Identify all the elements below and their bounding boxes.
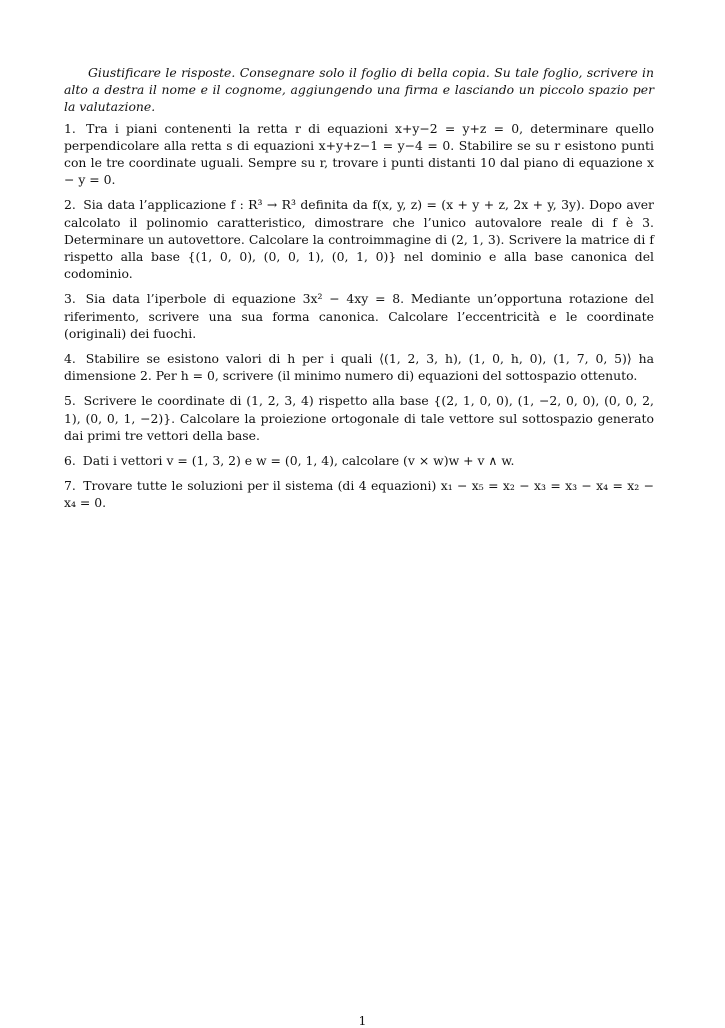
exercise-1 xyxy=(64,120,654,189)
exercise-text: Sia data l’applicazione f : R³ → R³ definita da f(x, y, z) = (x + y + z, 2x + y, 3y). Dopo aver calcolato il polinomio caratteristico, dimostrare che l’unico autovalore reale di f è 3. Determinare un autovettore. Calcolare la controimmagine di (2, 1, 3). Scrivere la matrice di f rispetto alla base {(1, 0, 0), (0, 0, 1), (0, 1, 0)} nel dominio e alla base canonica del codominio. xyxy=(64,197,654,282)
exercise-2 xyxy=(64,196,654,282)
exercise-5 xyxy=(64,392,654,444)
exam-sheet xyxy=(64,64,654,520)
exercise-number: 2. xyxy=(64,197,76,213)
exercise-7 xyxy=(64,477,654,511)
exercise-6 xyxy=(64,452,654,469)
instructions: Giustificare le risposte. Consegnare solo il foglio di bella copia. Su tale foglio, scrivere in alto a destra il nome e il cognome, aggiungendo una firma e lasciando un piccolo spazio per la valutazione. xyxy=(64,65,654,115)
exercise-number: 7. xyxy=(64,478,76,494)
exercise-number: 4. xyxy=(64,351,76,367)
exercise-4 xyxy=(64,350,654,384)
exercise-text: Dati i vettori v = (1, 3, 2) e w = (0, 1, 4), calcolare (v × w)w + v ∧ w. xyxy=(82,453,515,469)
exercise-text: Sia data l’iperbole di equazione 3x² − 4xy = 8. Mediante un’opportuna rotazione del riferimento, scrivere una sua forma canonica. Calcolare l’eccentricità e le coordinate (originali) dei fuochi. xyxy=(64,291,654,341)
exercise-text: Trovare tutte le soluzioni per il sistema (di 4 equazioni) x₁ − x₅ = x₂ − x₃ = x₃ − x₄ = x₂ − x₄ = 0. xyxy=(64,478,654,511)
page-number: 1 xyxy=(358,1013,367,1028)
exercise-text: Tra i piani contenenti la retta r di equazioni x+y−2 = y+z = 0, determinare quello perpendicolare alla retta s di equazioni x+y+z−1 = y−4 = 0. Stabilire se su r esistono punti con le tre coordinate uguali. Sempre su r, trovare i punti distanti 10 dal piano di equazione x − y = 0. xyxy=(64,120,654,188)
exercise-3 xyxy=(64,290,654,342)
exercise-number: 1. xyxy=(64,120,76,136)
exercise-number: 5. xyxy=(64,393,76,409)
exercise-number: 6. xyxy=(64,453,76,469)
exercise-text: Scrivere le coordinate di (1, 2, 3, 4) rispetto alla base {(2, 1, 0, 0), (1, −2, 0, 0), (0, 0, 2, 1), (0, 0, 1, −2)}. Calcolare la proiezione ortogonale di tale vettore sul sottospazio generato dai primi tre vettori della base. xyxy=(64,393,654,443)
exercise-text: Stabilire se esistono valori di h per i quali ⟨(1, 2, 3, h), (1, 0, h, 0), (1, 7, 0, 5)⟩ ha dimensione 2. Per h = 0, scrivere (il minimo numero di) equazioni del sottospazio ottenuto. xyxy=(64,351,654,384)
exercise-number: 3. xyxy=(64,291,76,307)
